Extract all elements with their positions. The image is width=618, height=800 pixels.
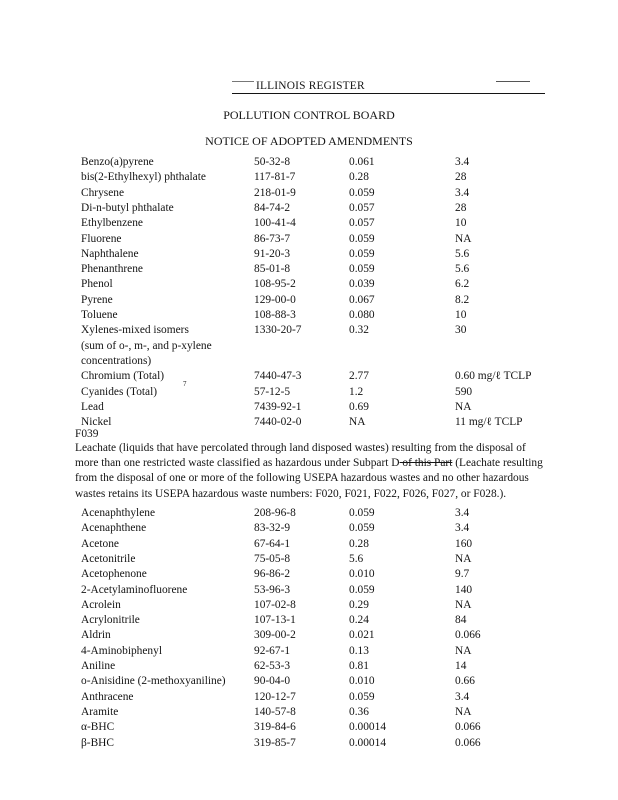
constituent-name: o-Anisidine (2-methoxyaniline) (81, 675, 226, 688)
table-row: Cyanides (Total) 7 57-12-5 1.2 590 (81, 379, 473, 398)
table-row (0, 233, 618, 248)
table-row (0, 553, 618, 568)
wastewater-standard: 0.010 (349, 568, 375, 581)
wastewater-standard: 0.29 (349, 598, 369, 611)
table-row (0, 706, 618, 721)
cas-number: 62-53-3 (254, 660, 291, 672)
wastewater-standard: 0.057 (349, 217, 375, 230)
nonwastewater-standard: 0.66 (455, 675, 475, 688)
table-row (0, 324, 618, 339)
cas-number: 140-57-8 (254, 705, 296, 718)
nonwastewater-standard: 28 (455, 201, 467, 214)
wastewater-standard: 0.13 (349, 644, 369, 657)
constituent-name: Aniline (81, 660, 116, 672)
cas-number: 107-13-1 (254, 614, 296, 627)
nonwastewater-standard: 30 (455, 324, 467, 337)
cas-number: 319-85-7 (254, 736, 296, 749)
wastewater-standard: 0.010 (349, 675, 375, 688)
cas-number: 108-95-2 (254, 278, 296, 291)
table-row (0, 660, 618, 675)
nonwastewater-standard: 11 mg/ℓ TCLP (455, 416, 523, 429)
constituent-name: Acrylonitrile (81, 614, 140, 627)
cas-number: 208-96-8 (254, 507, 296, 519)
wastewater-standard: 0.059 (349, 247, 375, 260)
wastewater-standard: 0.059 (349, 583, 375, 596)
table-row (0, 309, 618, 324)
cas-number: 90-04-0 (254, 675, 291, 688)
table-row (0, 187, 618, 202)
table-row (0, 202, 618, 217)
constituent-name: (sum of o-, m-, and p-xylene (81, 339, 212, 352)
constituent-name: Acenaphthylene (81, 507, 156, 519)
table-row (0, 156, 618, 171)
constituent-name: Anthracene (81, 690, 134, 703)
constituent-name: Lead (81, 400, 104, 413)
table-row (0, 599, 618, 614)
constituent-name: concentrations) (81, 354, 152, 367)
nonwastewater-standard: 140 (455, 583, 473, 596)
table-row (0, 355, 618, 370)
table-row (0, 171, 618, 186)
table-row (0, 675, 618, 690)
constituent-name: Phenol (81, 278, 113, 291)
wastewater-standard: 0.059 (349, 522, 375, 535)
constituent-name: β-BHC (81, 736, 115, 749)
wastewater-standard: 0.00014 (349, 736, 387, 749)
constituent-name: bis(2-Ethylhexyl) phthalate (81, 171, 206, 184)
cas-number: 129-00-0 (254, 293, 296, 306)
cas-number: 50-32-8 (254, 156, 291, 168)
nonwastewater-standard: 3.4 (455, 690, 470, 703)
table-row (0, 538, 618, 553)
waste-description (75, 441, 545, 502)
nonwastewater-standard: 3.4 (455, 507, 470, 519)
nonwastewater-standard: 28 (455, 171, 467, 184)
constituent-name: 4-Aminobiphenyl (81, 644, 162, 657)
constituent-name: Acenaphthene (81, 522, 147, 535)
table-row (0, 691, 618, 706)
nonwastewater-standard: 3.4 (455, 156, 470, 168)
table-row (0, 278, 618, 293)
constituent-name: Xylenes-mixed isomers (81, 324, 189, 337)
nonwastewater-standard: 0.60 mg/ℓ TCLP (455, 370, 532, 383)
nonwastewater-standard: NA (455, 552, 472, 565)
table-row (0, 340, 618, 355)
cas-number: 67-64-1 (254, 537, 291, 550)
wastewater-standard: 0.080 (349, 309, 375, 321)
cas-number: 107-02-8 (254, 598, 296, 611)
notice-title: NOTICE OF ADOPTED AMENDMENTS (205, 134, 413, 148)
wastewater-standard: 0.059 (349, 507, 375, 519)
wastewater-standard: 0.32 (349, 324, 369, 337)
nonwastewater-standard: NA (455, 232, 472, 245)
struck-text: of this Part (399, 457, 453, 470)
constituent-name: Naphthalene (81, 247, 139, 260)
cas-number: 91-20-3 (254, 247, 291, 260)
wastewater-standard: 0.021 (349, 629, 375, 642)
constituent-name: Acetophenone (81, 568, 147, 581)
board-title: POLLUTION CONTROL BOARD (223, 108, 395, 122)
constituent-name: Chrysene (81, 186, 125, 199)
nonwastewater-standard: 8.2 (455, 293, 470, 306)
wastewater-standard: 0.81 (349, 660, 369, 672)
wastewater-standard: 0.059 (349, 186, 375, 199)
wastewater-standard: 0.059 (349, 263, 375, 276)
constituent-name: Di-n-butyl phthalate (81, 201, 174, 214)
register-title: ILLINOIS REGISTER (256, 80, 365, 92)
nonwastewater-standard: 3.4 (455, 186, 470, 199)
constituent-name: Phenanthrene (81, 263, 143, 276)
cas-number: 319-84-6 (254, 721, 296, 734)
cas-number: 75-05-8 (254, 552, 291, 565)
cas-number: 1330-20-7 (254, 324, 302, 337)
table-row (0, 568, 618, 583)
wastewater-standard: 0.69 (349, 400, 369, 413)
nonwastewater-standard: NA (455, 598, 472, 611)
wastewater-standard: 0.28 (349, 171, 369, 184)
nonwastewater-standard: 160 (455, 537, 473, 550)
constituent-name: Benzo(a)pyrene (81, 156, 154, 168)
header-mark-left (232, 81, 254, 82)
table-row (0, 522, 618, 537)
wastewater-standard: NA (349, 416, 366, 429)
cas-number: 92-67-1 (254, 644, 291, 657)
cas-number: 218-01-9 (254, 186, 296, 199)
cas-number: 7440-02-0 (254, 416, 302, 429)
description-text-b: (Leachate resulting from the disposal of one or more of the following USEPA hazardous wastes and no other hazardous wastes retains its USEPA hazardous waste numbers: F020, F021, F022, F026, F027, or F028.). (75, 457, 543, 500)
table-row (0, 614, 618, 629)
constituent-name: Ethylbenzene (81, 217, 143, 230)
wastewater-standard: 0.057 (349, 201, 375, 214)
cas-number: 120-12-7 (254, 690, 296, 703)
nonwastewater-standard: 14 (455, 660, 467, 672)
constituent-name: Fluorene (81, 232, 122, 245)
nonwastewater-standard: 3.4 (455, 522, 470, 535)
cas-number: 108-88-3 (254, 309, 296, 321)
description-text-a: Leachate (liquids that have percolated through land disposed wastes) resulting from the disposal of more than one restricted waste classified as hazardous under Subpart D (75, 442, 526, 470)
cas-number: 117-81-7 (254, 171, 296, 184)
nonwastewater-standard: NA (455, 400, 472, 413)
header-rule (232, 93, 545, 94)
table-row (0, 645, 618, 660)
constituent-name: Cyanides (Total) (81, 385, 158, 398)
table-row (0, 217, 618, 232)
constituent-name: Acrolein (81, 598, 121, 611)
table-row (0, 737, 618, 752)
cas-number: 309-00-2 (254, 629, 296, 642)
nonwastewater-standard: 0.066 (455, 721, 481, 734)
nonwastewater-standard: 10 (455, 309, 467, 321)
nonwastewater-standard: 6.2 (455, 278, 470, 291)
constituent-name: Aldrin (81, 629, 111, 642)
constituent-name: Aramite (81, 705, 119, 718)
nonwastewater-standard: 9.7 (455, 568, 470, 581)
cas-number: 100-41-4 (254, 217, 296, 230)
table-row (0, 370, 618, 385)
constituent-name: Acetonitrile (81, 552, 136, 565)
waste-code: F039 (75, 428, 99, 440)
table-row (0, 721, 618, 736)
constituent-name: Chromium (Total) (81, 370, 165, 383)
cas-number: 96-86-2 (254, 568, 291, 581)
constituent-name: α-BHC (81, 721, 115, 734)
cas-number: 83-32-9 (254, 522, 291, 535)
wastewater-standard: 0.24 (349, 614, 369, 627)
cas-number: 85-01-8 (254, 263, 291, 276)
cas-number: 84-74-2 (254, 201, 291, 214)
header-mark-right (496, 81, 530, 82)
cas-number: 53-96-3 (254, 583, 291, 596)
wastewater-standard: 0.28 (349, 537, 369, 550)
wastewater-standard: 0.059 (349, 232, 375, 245)
constituent-name: Nickel (81, 416, 112, 429)
table-row (0, 584, 618, 599)
table-row (0, 629, 618, 644)
constituent-name: Toluene (81, 309, 118, 321)
wastewater-standard: 0.059 (349, 690, 375, 703)
table-row (0, 401, 618, 416)
wastewater-standard: 0.067 (349, 293, 375, 306)
nonwastewater-standard: 84 (455, 614, 467, 627)
nonwastewater-standard: 0.066 (455, 736, 481, 749)
cas-number: 86-73-7 (254, 232, 291, 245)
nonwastewater-standard: NA (455, 644, 472, 657)
wastewater-standard: 0.039 (349, 278, 375, 291)
constituent-name: 2-Acetylaminofluorene (81, 583, 188, 596)
nonwastewater-standard: 590 (455, 385, 473, 398)
nonwastewater-standard: 10 (455, 217, 467, 230)
cas-number: 7440-47-3 (254, 370, 302, 383)
table-row (0, 248, 618, 263)
cas-number: 57-12-5 (254, 385, 291, 398)
table-row (0, 507, 618, 522)
wastewater-standard: 0.061 (349, 156, 375, 168)
nonwastewater-standard: 0.066 (455, 629, 481, 642)
constituent-name: Acetone (81, 537, 119, 550)
wastewater-standard: 0.36 (349, 705, 369, 718)
wastewater-standard: 0.00014 (349, 721, 387, 734)
nonwastewater-standard: 5.6 (455, 263, 470, 276)
table-row (0, 263, 618, 278)
wastewater-standard: 5.6 (349, 552, 364, 565)
nonwastewater-standard: 5.6 (455, 247, 470, 260)
nonwastewater-standard: NA (455, 705, 472, 718)
cas-number: 7439-92-1 (254, 400, 302, 413)
wastewater-standard: 1.2 (349, 385, 364, 398)
constituent-name: Pyrene (81, 293, 113, 306)
wastewater-standard: 2.77 (349, 370, 369, 383)
table-row (0, 294, 618, 309)
